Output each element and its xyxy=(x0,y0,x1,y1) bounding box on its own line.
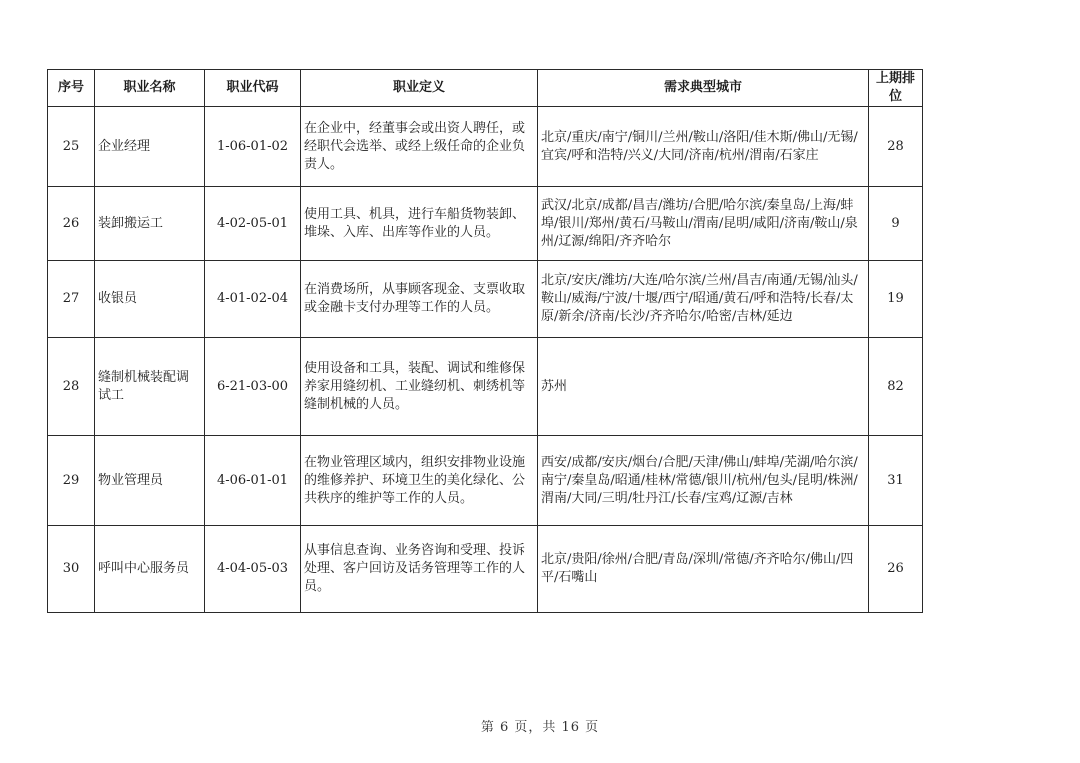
header-code: 职业代码 xyxy=(205,70,301,107)
table-header-row xyxy=(48,70,923,107)
cell-definition: 从事信息查询、业务咨询和受理、投诉处理、客户回访及话务管理等工作的人员。 xyxy=(301,526,538,613)
cell-name: 装卸搬运工 xyxy=(95,187,205,261)
cell-no: 28 xyxy=(48,338,95,436)
cell-name: 呼叫中心服务员 xyxy=(95,526,205,613)
cell-code: 4-06-01-01 xyxy=(205,436,301,526)
table-row xyxy=(48,526,923,613)
cell-no: 29 xyxy=(48,436,95,526)
cell-cities: 苏州 xyxy=(538,338,869,436)
header-no: 序号 xyxy=(48,70,95,107)
table-row xyxy=(48,436,923,526)
cell-definition: 使用设备和工具，装配、调试和维修保养家用缝纫机、工业缝纫机、刺绣机等缝制机械的人员。 xyxy=(301,338,538,436)
cell-code: 4-02-05-01 xyxy=(205,187,301,261)
page-number-footer: 第 6 页，共 16 页 xyxy=(480,720,600,735)
cell-definition: 在物业管理区域内，组织安排物业设施的维修养护、环境卫生的美化绿化、公共秩序的维护等工作的人员。 xyxy=(301,436,538,526)
cell-cities: 北京/安庆/潍坊/大连/哈尔滨/兰州/昌吉/南通/无锡/汕头/鞍山/威海/宁波/十堰/西宁/昭通/黄石/呼和浩特/长春/太原/新余/济南/长沙/齐齐哈尔/哈密/吉林/延边 xyxy=(538,261,869,338)
cell-code: 6-21-03-00 xyxy=(205,338,301,436)
cell-name: 收银员 xyxy=(95,261,205,338)
header-prev-rank: 上期排位 xyxy=(869,70,923,107)
cell-cities: 西安/成都/安庆/烟台/合肥/天津/佛山/蚌埠/芜湖/哈尔滨/南宁/秦皇岛/昭通/桂林/常德/银川/杭州/包头/昆明/株洲/渭南/大同/三明/牡丹江/长春/宝鸡/辽源/吉林 xyxy=(538,436,869,526)
cell-name: 缝制机械装配调试工 xyxy=(95,338,205,436)
table-row xyxy=(48,187,923,261)
header-name: 职业名称 xyxy=(95,70,205,107)
header-cities: 需求典型城市 xyxy=(538,70,869,107)
cell-cities: 北京/贵阳/徐州/合肥/青岛/深圳/常德/齐齐哈尔/佛山/四平/石嘴山 xyxy=(538,526,869,613)
table-row xyxy=(48,338,923,436)
header-definition: 职业定义 xyxy=(301,70,538,107)
cell-cities: 武汉/北京/成都/昌吉/潍坊/合肥/哈尔滨/秦皇岛/上海/蚌埠/银川/郑州/黄石/马鞍山/渭南/昆明/咸阳/济南/鞍山/泉州/辽源/绵阳/齐齐哈尔 xyxy=(538,187,869,261)
cell-prev-rank: 26 xyxy=(869,526,923,613)
table-row xyxy=(48,261,923,338)
cell-code: 4-01-02-04 xyxy=(205,261,301,338)
cell-no: 26 xyxy=(48,187,95,261)
cell-prev-rank: 28 xyxy=(869,107,923,187)
cell-prev-rank: 9 xyxy=(869,187,923,261)
cell-code: 4-04-05-03 xyxy=(205,526,301,613)
cell-cities: 北京/重庆/南宁/铜川/兰州/鞍山/洛阳/佳木斯/佛山/无锡/宜宾/呼和浩特/兴义/大同/济南/杭州/渭南/石家庄 xyxy=(538,107,869,187)
cell-no: 27 xyxy=(48,261,95,338)
cell-prev-rank: 19 xyxy=(869,261,923,338)
cell-definition: 在企业中，经董事会或出资人聘任，或经职代会选举、或经上级任命的企业负责人。 xyxy=(301,107,538,187)
cell-no: 25 xyxy=(48,107,95,187)
cell-definition: 在消费场所，从事顾客现金、支票收取或金融卡支付办理等工作的人员。 xyxy=(301,261,538,338)
cell-code: 1-06-01-02 xyxy=(205,107,301,187)
cell-name: 物业管理员 xyxy=(95,436,205,526)
cell-name: 企业经理 xyxy=(95,107,205,187)
occupation-table xyxy=(47,69,923,613)
cell-no: 30 xyxy=(48,526,95,613)
cell-definition: 使用工具、机具，进行车船货物装卸、堆垛、入库、出库等作业的人员。 xyxy=(301,187,538,261)
cell-prev-rank: 82 xyxy=(869,338,923,436)
cell-prev-rank: 31 xyxy=(869,436,923,526)
table-row xyxy=(48,107,923,187)
